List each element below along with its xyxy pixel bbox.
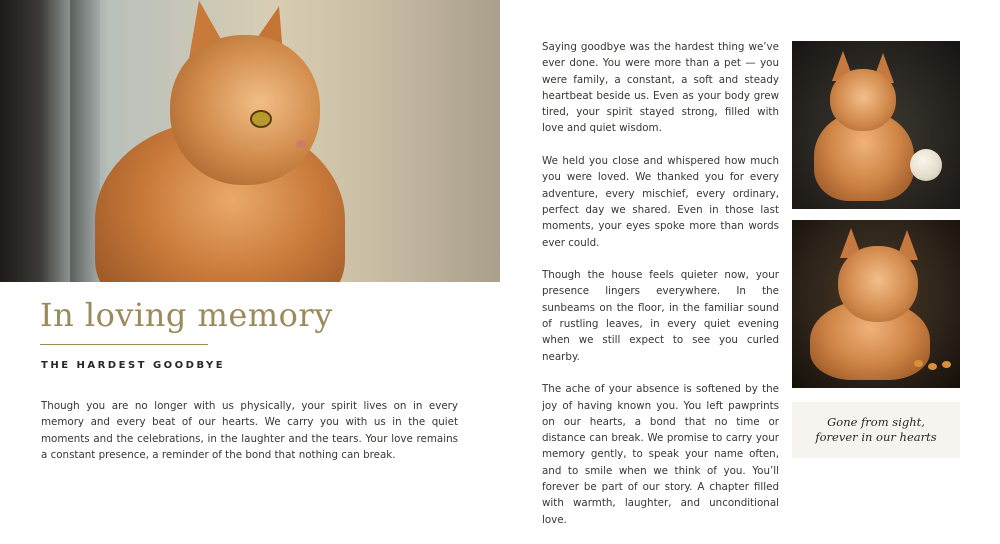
page-subtitle: THE HARDEST GOODBYE	[41, 360, 226, 371]
body-paragraph: Saying goodbye was the hardest thing we’ve ever done. You were more than a pet — you were family, a constant, a soft and steady heartbeat beside us. Even as your body grew tired, your spirit stayed strong, filled with love and quiet wisdom.	[542, 41, 779, 135]
hero-photo-cat-at-window	[0, 0, 500, 282]
treat	[942, 361, 951, 368]
page-title: In loving memory	[40, 296, 333, 334]
cat-eye	[250, 110, 272, 128]
treat	[928, 363, 937, 370]
body-text-column	[542, 39, 779, 544]
body-paragraph: The ache of your absence is softened by the joy of having known you. You left pawprints on our hearts, a bond that no time or distance can break. We promise to carry your memory gently, to speak your name often, and to smile when we think of you. You’ll forever be part of our story. A chapter filled with warmth, laughter, and unconditional love.	[542, 383, 779, 526]
yarn-ball	[910, 149, 942, 181]
body-paragraph: We held you close and whispered how much you were loved. We thanked you for every adventure, every mischief, every ordinary, perfect day we shared. Even in those last moments, your eyes spoke more than words ever could.	[542, 155, 779, 249]
cat-nose	[296, 140, 306, 148]
title-divider	[40, 344, 208, 345]
photo-cat-with-treats	[792, 220, 960, 388]
body-paragraph: Though the house feels quieter now, your presence lingers everywhere. In the sunbeams on the floor, in the familiar sound of rustling leaves, in every quiet evening when we still expect to see you curled nearby.	[542, 269, 779, 363]
photo-cat-with-yarn	[792, 41, 960, 209]
intro-paragraph: Though you are no longer with us physically, your spirit lives on in every memory and every beat of our hearts. We carry you with us in the quiet moments and the celebrations, in the laughter and the tears. Your love remains a constant presence, a reminder of the bond that nothing can break.	[41, 400, 458, 461]
quote-box	[792, 402, 960, 458]
cat-head-shape	[838, 246, 918, 322]
quote-text: Gone from sight, forever in our hearts	[815, 415, 937, 444]
treat	[914, 360, 923, 367]
cat-head-shape	[170, 35, 320, 185]
cat-head-shape	[830, 69, 896, 131]
